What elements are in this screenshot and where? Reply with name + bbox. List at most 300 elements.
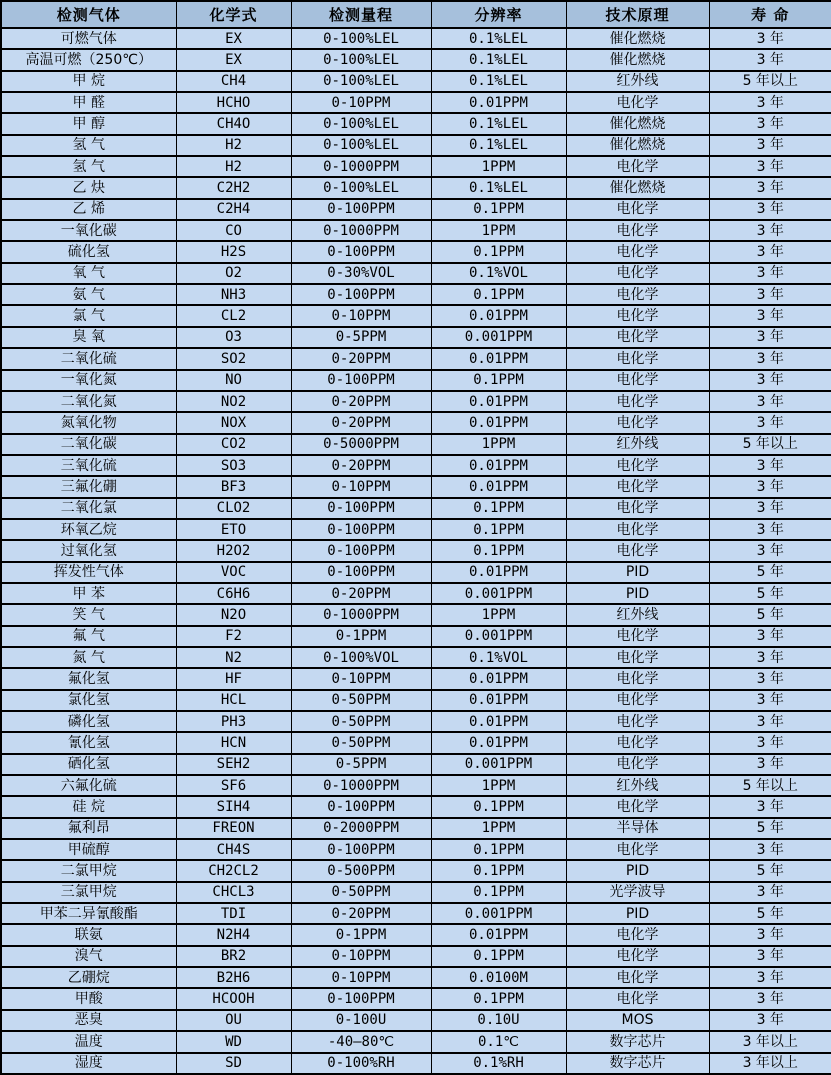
cell-chemical-formula: CH4O [176,113,291,134]
table-row [1,540,831,561]
cell-resolution: 0.01PPM [431,732,566,753]
cell-detection-range: 0-100PPM [291,562,431,583]
cell-technology: 电化学 [566,391,709,412]
cell-technology: 光学波导 [566,882,709,903]
cell-detection-range: 0-10PPM [291,92,431,113]
table-body [1,28,831,1074]
cell-resolution: 0.1%LEL [431,113,566,134]
table-row [1,882,831,903]
col-header-resolution: 分辨率 [431,1,566,28]
cell-detection-range: 0-20PPM [291,583,431,604]
cell-technology: 红外线 [566,775,709,796]
cell-resolution: 0.01PPM [431,562,566,583]
cell-gas-name: 氯 气 [1,305,176,326]
cell-lifespan: 5 年 [709,604,831,625]
cell-chemical-formula: BR2 [176,946,291,967]
cell-detection-range: 0-100PPM [291,540,431,561]
table-row [1,263,831,284]
table-row [1,754,831,775]
cell-gas-name: 乙 炔 [1,177,176,198]
cell-technology: 电化学 [566,796,709,817]
cell-lifespan: 3 年 [709,348,831,369]
cell-detection-range: 0-10PPM [291,967,431,988]
cell-chemical-formula: EX [176,28,291,49]
table-row [1,604,831,625]
cell-detection-range: 0-2000PPM [291,818,431,839]
cell-resolution: 0.0100M [431,967,566,988]
cell-resolution: 0.001PPM [431,327,566,348]
cell-chemical-formula: VOC [176,562,291,583]
cell-detection-range: 0-100%LEL [291,135,431,156]
cell-technology: 电化学 [566,540,709,561]
cell-gas-name: 氰化氢 [1,732,176,753]
cell-technology: 催化燃烧 [566,113,709,134]
cell-gas-name: 三氟化硼 [1,476,176,497]
table-row [1,967,831,988]
cell-gas-name: 硒化氢 [1,754,176,775]
cell-technology: 电化学 [566,412,709,433]
cell-technology: 电化学 [566,690,709,711]
table-row [1,946,831,967]
cell-gas-name: 溴气 [1,946,176,967]
cell-resolution: 0.1PPM [431,284,566,305]
cell-chemical-formula: SIH4 [176,796,291,817]
cell-gas-name: 联氨 [1,924,176,945]
cell-chemical-formula: NH3 [176,284,291,305]
cell-chemical-formula: H2S [176,241,291,262]
cell-chemical-formula: CO [176,220,291,241]
cell-detection-range: 0-100PPM [291,199,431,220]
cell-lifespan: 3 年 [709,327,831,348]
cell-gas-name: 甲 醇 [1,113,176,134]
cell-technology: MOS [566,1010,709,1031]
cell-gas-name: 氨 气 [1,284,176,305]
cell-technology: 数字芯片 [566,1053,709,1075]
cell-technology: 电化学 [566,839,709,860]
cell-detection-range: 0-1000PPM [291,775,431,796]
cell-lifespan: 3 年 [709,156,831,177]
cell-resolution: 0.001PPM [431,626,566,647]
cell-resolution: 0.001PPM [431,583,566,604]
cell-detection-range: 0-100%RH [291,1053,431,1075]
cell-gas-name: 六氟化硫 [1,775,176,796]
cell-lifespan: 5 年 [709,562,831,583]
cell-lifespan: 3 年 [709,476,831,497]
cell-technology: PID [566,903,709,924]
cell-gas-name: 一氧化氮 [1,370,176,391]
table-row [1,626,831,647]
cell-resolution: 0.1PPM [431,498,566,519]
cell-lifespan: 3 年 [709,199,831,220]
cell-chemical-formula: CH4 [176,71,291,92]
cell-gas-name: 氟化氢 [1,668,176,689]
cell-detection-range: 0-100PPM [291,519,431,540]
cell-chemical-formula: SF6 [176,775,291,796]
cell-detection-range: 0-1PPM [291,924,431,945]
cell-gas-name: 二氧化硫 [1,348,176,369]
cell-resolution: 0.1PPM [431,540,566,561]
cell-technology: 电化学 [566,370,709,391]
cell-lifespan: 5 年 [709,903,831,924]
cell-technology: 催化燃烧 [566,28,709,49]
cell-resolution: 0.01PPM [431,455,566,476]
cell-chemical-formula: FREON [176,818,291,839]
cell-chemical-formula: TDI [176,903,291,924]
cell-technology: 电化学 [566,519,709,540]
cell-gas-name: 甲 醛 [1,92,176,113]
cell-resolution: 0.01PPM [431,305,566,326]
cell-detection-range: 0-100PPM [291,839,431,860]
cell-lifespan: 3 年 [709,177,831,198]
cell-detection-range: 0-100PPM [291,284,431,305]
cell-chemical-formula: NO2 [176,391,291,412]
table-row [1,199,831,220]
cell-technology: 电化学 [566,263,709,284]
cell-resolution: 0.1PPM [431,370,566,391]
table-row [1,732,831,753]
cell-chemical-formula: F2 [176,626,291,647]
table-row [1,476,831,497]
cell-chemical-formula: WD [176,1031,291,1052]
table-row [1,241,831,262]
cell-detection-range: 0-100PPM [291,370,431,391]
cell-lifespan: 3 年 [709,284,831,305]
cell-technology: 电化学 [566,711,709,732]
cell-resolution: 0.1PPM [431,519,566,540]
cell-lifespan: 3 年 [709,1010,831,1031]
cell-chemical-formula: NOX [176,412,291,433]
col-header-chemical-formula: 化学式 [176,1,291,28]
cell-detection-range: 0-50PPM [291,732,431,753]
cell-lifespan: 5 年 [709,583,831,604]
cell-detection-range: 0-5PPM [291,327,431,348]
cell-detection-range: 0-20PPM [291,455,431,476]
cell-chemical-formula: N2 [176,647,291,668]
cell-resolution: 0.1PPM [431,946,566,967]
cell-lifespan: 3 年 [709,455,831,476]
cell-detection-range: 0-100%LEL [291,28,431,49]
cell-detection-range: 0-10PPM [291,668,431,689]
cell-chemical-formula: CH2CL2 [176,860,291,881]
table-header [1,1,831,28]
cell-technology: 电化学 [566,967,709,988]
cell-technology: 电化学 [566,476,709,497]
cell-technology: 电化学 [566,498,709,519]
table-row [1,562,831,583]
cell-lifespan: 3 年 [709,370,831,391]
cell-lifespan: 3 年 [709,796,831,817]
table-row [1,92,831,113]
cell-resolution: 0.1%VOL [431,263,566,284]
cell-technology: 电化学 [566,626,709,647]
table-row [1,28,831,49]
cell-lifespan: 3 年 [709,988,831,1009]
cell-detection-range: 0-20PPM [291,903,431,924]
table-row [1,711,831,732]
table-row [1,348,831,369]
cell-technology: 电化学 [566,241,709,262]
cell-detection-range: 0-100PPM [291,796,431,817]
table-row [1,498,831,519]
cell-resolution: 0.1%LEL [431,49,566,70]
table-row [1,71,831,92]
cell-lifespan: 3 年 [709,626,831,647]
cell-gas-name: 硫化氢 [1,241,176,262]
cell-chemical-formula: SEH2 [176,754,291,775]
cell-chemical-formula: N2H4 [176,924,291,945]
cell-gas-name: 过氧化氢 [1,540,176,561]
cell-resolution: 0.01PPM [431,348,566,369]
cell-technology: 数字芯片 [566,1031,709,1052]
cell-resolution: 0.01PPM [431,668,566,689]
cell-lifespan: 3 年 [709,540,831,561]
cell-detection-range: 0-20PPM [291,348,431,369]
cell-technology: 电化学 [566,348,709,369]
cell-resolution: 0.01PPM [431,92,566,113]
table-row [1,903,831,924]
table-row [1,49,831,70]
cell-gas-name: 三氯甲烷 [1,882,176,903]
cell-technology: 红外线 [566,604,709,625]
cell-gas-name: 环氧乙烷 [1,519,176,540]
cell-lifespan: 3 年 [709,305,831,326]
cell-detection-range: 0-100U [291,1010,431,1031]
table-row [1,1053,831,1075]
cell-resolution: 0.001PPM [431,754,566,775]
cell-chemical-formula: HCOOH [176,988,291,1009]
cell-lifespan: 3 年 [709,839,831,860]
table-row [1,860,831,881]
cell-detection-range: 0-50PPM [291,711,431,732]
table-row [1,668,831,689]
cell-gas-name: 氮 气 [1,647,176,668]
cell-lifespan: 3 年 [709,946,831,967]
cell-technology: 催化燃烧 [566,177,709,198]
table-row [1,924,831,945]
cell-detection-range: 0-20PPM [291,391,431,412]
cell-resolution: 0.1PPM [431,988,566,1009]
table-row [1,839,831,860]
cell-gas-name: 硅 烷 [1,796,176,817]
cell-detection-range: 0-100PPM [291,498,431,519]
cell-gas-name: 氮氧化物 [1,412,176,433]
cell-lifespan: 3 年 [709,732,831,753]
cell-gas-name: 一氧化碳 [1,220,176,241]
cell-technology: 红外线 [566,71,709,92]
cell-lifespan: 3 年 [709,690,831,711]
cell-resolution: 1PPM [431,434,566,455]
cell-lifespan: 3 年 [709,220,831,241]
table-row [1,796,831,817]
cell-chemical-formula: C2H4 [176,199,291,220]
cell-lifespan: 3 年 [709,263,831,284]
cell-chemical-formula: HCHO [176,92,291,113]
table-row [1,455,831,476]
cell-technology: 电化学 [566,647,709,668]
cell-detection-range: 0-100%VOL [291,647,431,668]
cell-technology: 电化学 [566,988,709,1009]
cell-lifespan: 5 年以上 [709,71,831,92]
cell-lifespan: 3 年 [709,391,831,412]
cell-chemical-formula: H2O2 [176,540,291,561]
cell-technology: PID [566,583,709,604]
cell-lifespan: 3 年 [709,924,831,945]
col-header-gas-name: 检测气体 [1,1,176,28]
table-row [1,775,831,796]
cell-chemical-formula: H2 [176,156,291,177]
table-row [1,412,831,433]
cell-detection-range: 0-1000PPM [291,604,431,625]
cell-detection-range: 0-5000PPM [291,434,431,455]
cell-detection-range: 0-500PPM [291,860,431,881]
cell-gas-name: 二氧化碳 [1,434,176,455]
cell-gas-name: 磷化氢 [1,711,176,732]
cell-chemical-formula: SO3 [176,455,291,476]
table-row [1,113,831,134]
cell-resolution: 1PPM [431,604,566,625]
cell-technology: 电化学 [566,199,709,220]
cell-gas-name: 甲酸 [1,988,176,1009]
col-header-technology: 技术原理 [566,1,709,28]
cell-lifespan: 3 年 [709,647,831,668]
cell-gas-name: 恶臭 [1,1010,176,1031]
cell-gas-name: 湿度 [1,1053,176,1075]
cell-resolution: 0.1PPM [431,882,566,903]
table-header-row [1,1,831,28]
cell-detection-range: 0-100PPM [291,241,431,262]
cell-gas-name: 二氧化氮 [1,391,176,412]
cell-chemical-formula: CLO2 [176,498,291,519]
cell-detection-range: 0-1000PPM [291,220,431,241]
cell-resolution: 0.1PPM [431,860,566,881]
cell-gas-name: 三氧化硫 [1,455,176,476]
table-row [1,220,831,241]
cell-technology: 电化学 [566,754,709,775]
cell-lifespan: 3 年 [709,113,831,134]
cell-technology: 电化学 [566,284,709,305]
cell-gas-name: 温度 [1,1031,176,1052]
cell-lifespan: 3 年 [709,92,831,113]
cell-chemical-formula: CO2 [176,434,291,455]
cell-resolution: 0.1PPM [431,839,566,860]
cell-chemical-formula: BF3 [176,476,291,497]
cell-gas-name: 甲 烷 [1,71,176,92]
cell-detection-range: 0-1000PPM [291,156,431,177]
cell-technology: PID [566,860,709,881]
cell-technology: 催化燃烧 [566,135,709,156]
cell-gas-name: 氢 气 [1,156,176,177]
cell-gas-name: 甲苯二异氰酸酯 [1,903,176,924]
cell-lifespan: 3 年 [709,668,831,689]
cell-lifespan: 3 年 [709,519,831,540]
cell-detection-range: 0-100PPM [291,988,431,1009]
cell-technology: 电化学 [566,220,709,241]
cell-chemical-formula: NO [176,370,291,391]
cell-resolution: 0.1PPM [431,796,566,817]
cell-lifespan: 3 年 [709,498,831,519]
cell-lifespan: 3 年 [709,241,831,262]
cell-lifespan: 3 年 [709,135,831,156]
cell-gas-name: 乙硼烷 [1,967,176,988]
cell-resolution: 0.01PPM [431,391,566,412]
cell-chemical-formula: ETO [176,519,291,540]
cell-gas-name: 二氧化氯 [1,498,176,519]
cell-resolution: 0.10U [431,1010,566,1031]
cell-gas-name: 甲 苯 [1,583,176,604]
table-row [1,284,831,305]
cell-resolution: 0.1PPM [431,241,566,262]
table-row [1,647,831,668]
table-row [1,391,831,412]
cell-resolution: 0.01PPM [431,924,566,945]
cell-chemical-formula: O3 [176,327,291,348]
cell-chemical-formula: N2O [176,604,291,625]
col-header-detection-range: 检测量程 [291,1,431,28]
cell-resolution: 0.1%VOL [431,647,566,668]
cell-technology: 电化学 [566,92,709,113]
cell-detection-range: 0-20PPM [291,412,431,433]
table-row [1,690,831,711]
cell-lifespan: 3 年 [709,412,831,433]
cell-detection-range: 0-5PPM [291,754,431,775]
cell-resolution: 0.01PPM [431,690,566,711]
table-row [1,177,831,198]
cell-chemical-formula: PH3 [176,711,291,732]
cell-gas-name: 氟 气 [1,626,176,647]
cell-lifespan: 3 年以上 [709,1031,831,1052]
cell-gas-name: 臭 氧 [1,327,176,348]
table-row [1,818,831,839]
cell-technology: 电化学 [566,668,709,689]
table-row [1,156,831,177]
cell-lifespan: 3 年以上 [709,1053,831,1075]
cell-resolution: 0.1℃ [431,1031,566,1052]
cell-lifespan: 3 年 [709,711,831,732]
cell-chemical-formula: SD [176,1053,291,1075]
cell-lifespan: 5 年 [709,860,831,881]
cell-detection-range: 0-1PPM [291,626,431,647]
cell-resolution: 0.1%LEL [431,135,566,156]
cell-gas-name: 氧 气 [1,263,176,284]
table-row [1,327,831,348]
cell-lifespan: 3 年 [709,967,831,988]
cell-chemical-formula: OU [176,1010,291,1031]
cell-gas-name: 挥发性气体 [1,562,176,583]
cell-lifespan: 3 年 [709,882,831,903]
cell-detection-range: 0-10PPM [291,946,431,967]
cell-chemical-formula: SO2 [176,348,291,369]
cell-technology: 半导体 [566,818,709,839]
cell-chemical-formula: HCL [176,690,291,711]
cell-gas-name: 氢 气 [1,135,176,156]
cell-gas-name: 二氯甲烷 [1,860,176,881]
cell-technology: PID [566,562,709,583]
cell-detection-range: -40—80℃ [291,1031,431,1052]
cell-technology: 电化学 [566,924,709,945]
table-row [1,988,831,1009]
table-row [1,370,831,391]
cell-technology: 电化学 [566,305,709,326]
cell-detection-range: 0-10PPM [291,476,431,497]
cell-lifespan: 3 年 [709,49,831,70]
table-row [1,434,831,455]
cell-resolution: 0.1%LEL [431,177,566,198]
table-row [1,519,831,540]
cell-detection-range: 0-100%LEL [291,49,431,70]
cell-resolution: 0.01PPM [431,476,566,497]
cell-chemical-formula: CH4S [176,839,291,860]
cell-lifespan: 3 年 [709,754,831,775]
